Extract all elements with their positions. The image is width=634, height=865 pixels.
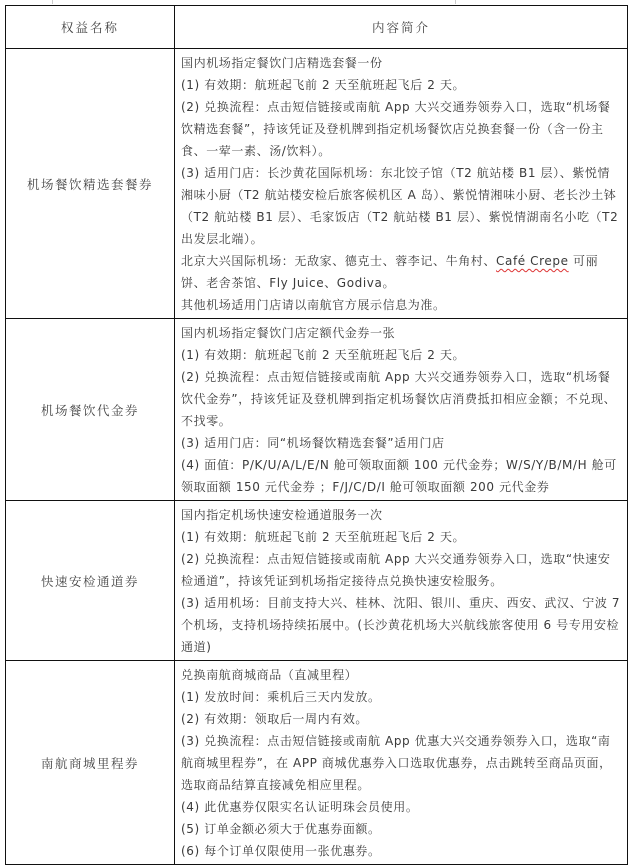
spellcheck-underlined-text: Café Crepe (496, 254, 569, 268)
header-benefit-name: 权益名称 (6, 6, 175, 49)
content-line: (2) 兑换流程：点击短信链接或南航 App 大兴交通券领券入口，选取“机场餐饮精选套餐”，持该凭证及登机牌到指定机场餐饮店兑换套餐一份（含一份主食、一荤一素、汤/饮料）。 (181, 100, 611, 158)
benefit-name: 机场餐饮精选套餐券 (6, 49, 175, 319)
content-line: 其他机场适用门店请以南航官方展示信息为准。 (181, 298, 446, 312)
benefits-table (5, 5, 628, 865)
content-line: (2) 兑换流程：点击短信链接或南航 App 大兴交通券领券入口，选取“机场餐饮代金券”，持该凭证及登机牌到指定机场餐饮店消费抵扣相应金额；不兑现、不找零。 (181, 370, 617, 428)
content-line: (2) 有效期：领取后一周内有效。 (181, 712, 369, 726)
benefit-content (175, 661, 628, 865)
table-row (6, 501, 628, 661)
benefit-content (175, 501, 628, 661)
content-line: 兑换南航商城商品（直减里程） (181, 668, 358, 682)
content-line: (3) 适用机场：目前支持大兴、桂林、沈阳、银川、重庆、西安、武汉、宁波 7 个机场，支持机场持续拓展中。(长沙黄花机场大兴航线旅客使用 6 号专用安检通道) (181, 596, 621, 654)
content-line: (1) 有效期：航班起飞前 2 天至航班起飞后 2 天。 (181, 348, 466, 362)
content-line: 国内机场指定餐饮门店定额代金券一张 (181, 326, 396, 340)
content-line: (6) 每个订单仅限使用一张优惠券。 (181, 844, 381, 858)
content-line: (5) 订单金额必须大于优惠券面额。 (181, 822, 381, 836)
table-row (6, 661, 628, 865)
daxing-stores-text: 北京大兴国际机场：无敌家、德克士、蓉李记、牛角村、 (181, 254, 497, 268)
benefit-name: 机场餐饮代金券 (6, 319, 175, 501)
content-line: (1) 有效期：航班起飞前 2 天至航班起飞后 2 天。 (181, 530, 466, 544)
content-line: (4) 面值：P/K/U/A/L/E/N 舱可领取面额 100 元代金券；W/S/Y/B/M/H 舱可领取面额 150 元代金券 ；F/J/C/D/I 舱可领取面额 200 元代金券 (181, 458, 617, 494)
content-line: (3) 兑换流程：点击短信链接或南航 App 优惠大兴交通券领券入口，选取“南航商城里程券”，在 APP 商城优惠券入口选取优惠券，点击跳转至商品页面，选取商品结算直接减免相应里程。 (181, 734, 612, 792)
table-row (6, 319, 628, 501)
content-line: (3) 适用门店：长沙黄花国际机场：东北饺子馆（T2 航站楼 B1 层）、紫悦情湘味小厨（T2 航站楼安检后旅客候机区 A 岛）、紫悦情湘味小厨、老长沙土钵（T2 航站楼 B1 层）、毛家饭店（T2 航站楼 B1 层）、紫悦情湖南名小吃（T2 出发层北端）。 (181, 166, 619, 246)
content-line: (4) 此优惠券仅限实名认证明珠会员使用。 (181, 800, 419, 814)
benefit-content (175, 319, 628, 501)
top-edge-line (52, 0, 53, 4)
content-line: 国内机场指定餐饮门店精选套餐一份 (181, 56, 383, 70)
content-line: (1) 有效期：航班起飞前 2 天至航班起飞后 2 天。 (181, 78, 466, 92)
header-content-summary: 内容简介 (175, 6, 628, 49)
content-line: 国内指定机场快速安检通道服务一次 (181, 508, 383, 522)
daxing-stores-tail: 可丽饼、老舍茶馆、Fly Juice、Godiva。 (181, 254, 599, 290)
content-line-daxing (181, 250, 621, 294)
table-header-row (6, 6, 628, 49)
benefit-content (175, 49, 628, 319)
benefit-name: 南航商城里程券 (6, 661, 175, 865)
table-row (6, 49, 628, 319)
content-line: (3) 适用门店：同“机场餐饮精选套餐”适用门店 (181, 436, 445, 450)
content-line: (2) 兑换流程：点击短信链接或南航 App 大兴交通券领券入口，选取“快速安检通道”，持该凭证到机场指定接待点兑换快速安检服务。 (181, 552, 611, 588)
top-edge-line (455, 0, 456, 4)
benefit-name: 快速安检通道券 (6, 501, 175, 661)
content-line: (1) 发放时间：乘机后三天内发放。 (181, 690, 381, 704)
